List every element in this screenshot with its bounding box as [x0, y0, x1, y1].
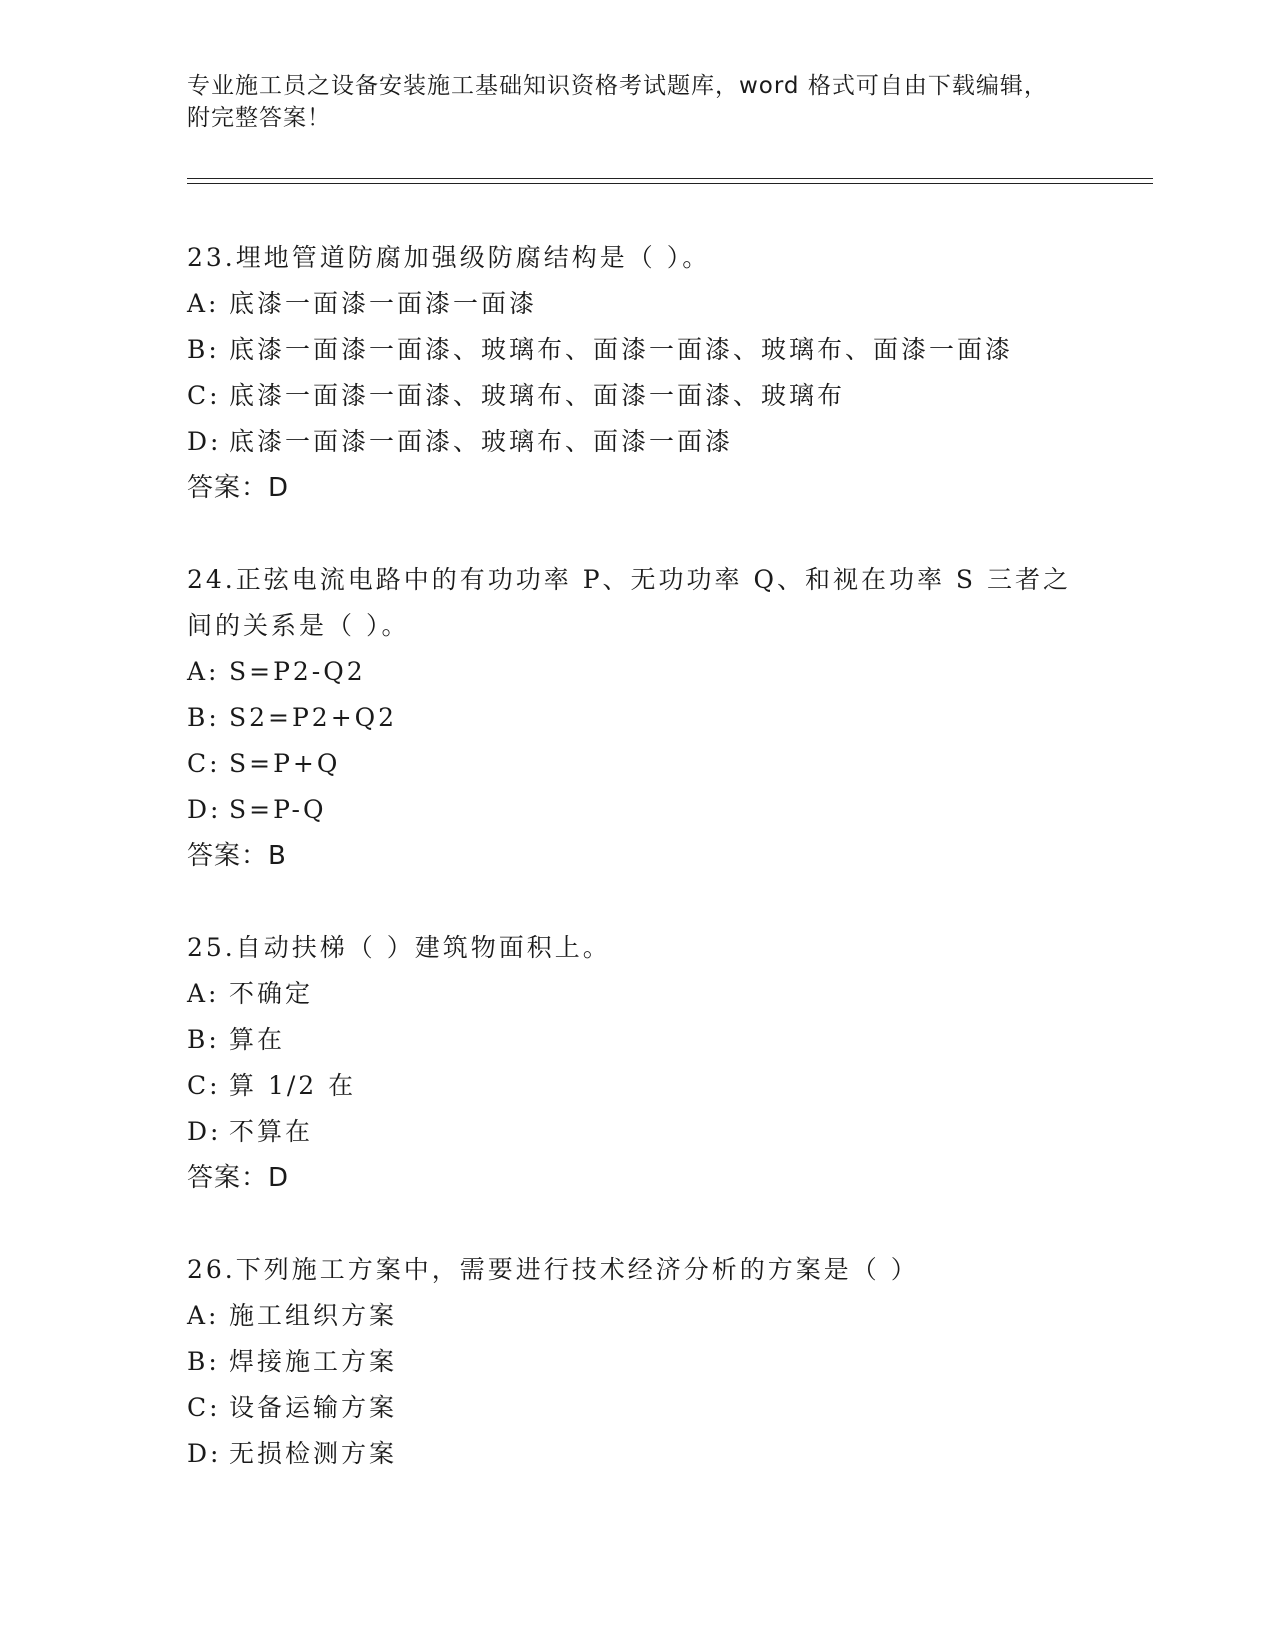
question-block: [187, 557, 1087, 879]
option-key: A:: [187, 1301, 220, 1330]
option-key: C:: [187, 1071, 221, 1100]
option-text: S=P2-Q2: [229, 657, 366, 686]
header-line-2: 附完整答案！: [187, 105, 331, 131]
answer-option: [187, 649, 1087, 695]
question-stem: 间的关系是（ ）。: [187, 611, 410, 640]
option-key: A:: [187, 657, 220, 686]
answer-option: [187, 695, 1087, 741]
answer-option: [187, 1017, 1087, 1063]
option-key: B:: [187, 1347, 220, 1376]
option-text: 不确定: [229, 979, 314, 1008]
option-key: A:: [187, 979, 220, 1008]
option-key: D:: [187, 427, 222, 456]
option-key: A:: [187, 289, 220, 318]
header-divider-bottom: [187, 183, 1153, 184]
option-key: D:: [187, 1439, 222, 1468]
option-key: B:: [187, 335, 220, 364]
answer-line: 答案：D: [187, 473, 290, 503]
header-line-1: 专业施工员之设备安装施工基础知识资格考试题库，word 格式可自由下载编辑，: [187, 73, 1048, 99]
option-text: S2=P2+Q2: [229, 703, 398, 732]
answer-option: [187, 419, 1087, 465]
answer-line: 答案：B: [187, 841, 287, 871]
header-divider-top: [187, 178, 1153, 179]
question-stem: 23.埋地管道防腐加强级防腐结构是（ ）。: [187, 243, 711, 272]
answer-option: [187, 1109, 1087, 1155]
option-key: D:: [187, 795, 222, 824]
answer-option: [187, 281, 1087, 327]
option-text: 底漆一面漆一面漆、玻璃布、面漆一面漆、玻璃布、面漆一面漆: [229, 335, 1014, 364]
option-text: S=P-Q: [229, 795, 327, 824]
answer-option: [187, 1063, 1087, 1109]
option-key: C:: [187, 381, 221, 410]
answer-option: [187, 1431, 1087, 1477]
option-key: C:: [187, 1393, 221, 1422]
option-text: 底漆一面漆一面漆、玻璃布、面漆一面漆、玻璃布: [229, 381, 846, 410]
answer-option: [187, 1385, 1087, 1431]
option-key: D:: [187, 1117, 222, 1146]
option-text: 设备运输方案: [229, 1393, 398, 1422]
option-text: 无损检测方案: [229, 1439, 398, 1468]
answer-option: [187, 1293, 1087, 1339]
question-stem: 26.下列施工方案中，需要进行技术经济分析的方案是（ ）: [187, 1255, 919, 1284]
answer-option: [187, 787, 1087, 833]
question-block: [187, 235, 1087, 511]
answer-option: [187, 1339, 1087, 1385]
option-text: 不算在: [229, 1117, 314, 1146]
question-list: [187, 235, 1087, 1523]
option-text: 算 1/2 在: [229, 1071, 357, 1100]
answer-option: [187, 373, 1087, 419]
option-text: 底漆一面漆一面漆、玻璃布、面漆一面漆: [229, 427, 734, 456]
question-block: [187, 1247, 1087, 1477]
option-text: 焊接施工方案: [229, 1347, 398, 1376]
option-text: 施工组织方案: [229, 1301, 398, 1330]
question-stem: 25.自动扶梯（ ）建筑物面积上。: [187, 933, 611, 962]
document-header: [187, 70, 1067, 134]
option-key: C:: [187, 749, 221, 778]
option-text: 算在: [229, 1025, 286, 1054]
answer-option: [187, 971, 1087, 1017]
answer-line: 答案：D: [187, 1163, 290, 1193]
answer-option: [187, 741, 1087, 787]
option-text: S=P+Q: [229, 749, 341, 778]
question-stem: 24.正弦电流电路中的有功功率 P、无功功率 Q、和视在功率 S 三者之: [187, 565, 1071, 594]
answer-option: [187, 327, 1087, 373]
option-text: 底漆一面漆一面漆一面漆: [229, 289, 538, 318]
question-block: [187, 925, 1087, 1201]
option-key: B:: [187, 1025, 220, 1054]
option-key: B:: [187, 703, 220, 732]
